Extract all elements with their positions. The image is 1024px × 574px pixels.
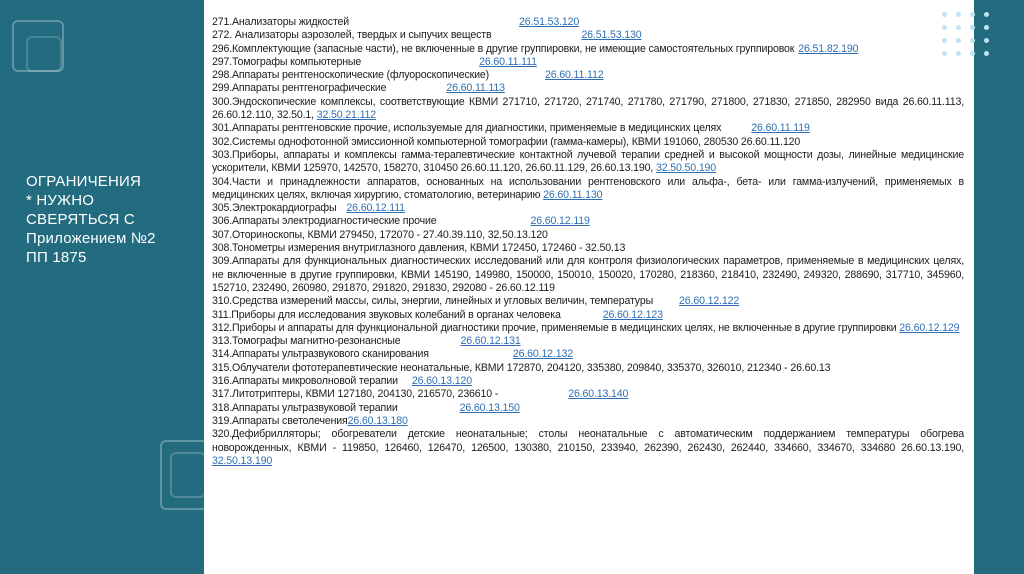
decorative-dot <box>942 25 947 30</box>
okpd-code-link[interactable]: 26.60.12.119 <box>530 215 590 228</box>
item-text: 314.Аппараты ультразвукового сканирования <box>212 348 429 361</box>
item-text: 312.Приборы и аппараты для функциональной диагностики прочие, применяемые в медицинских целях, не включенные в другие группировки <box>212 321 897 334</box>
decorative-dot <box>942 51 947 56</box>
okpd-code-list <box>212 16 964 468</box>
item-text: 320.Дефибрилляторы; обогреватели детские неонатальные; столы неонатальные с автоматическим поддержанием температуры обогрева новорожденных, КВМИ - 119850, 126460, 126470, 126500, 130380, 210150, 233940, 262390, 262430, 262440, 334660, 334670, 334680 26.60.13.190, <box>212 428 964 454</box>
item-text: 305.Электрокардиографы <box>212 202 337 215</box>
item-text: 297.Томографы компьютерные <box>212 55 362 68</box>
item-text: 315.Облучатели фототерапевтические неонатальные, КВМИ 172870, 204120, 335380, 209840, 335370, 326010, 212340 - 26.60.13 <box>212 361 831 374</box>
item-text: 310.Средства измерений массы, силы, энергии, линейных и угловых величин, температуры <box>212 295 654 308</box>
okpd-code-link[interactable]: 26.60.12.123 <box>602 308 663 321</box>
okpd-code-link[interactable]: 26.60.13.140 <box>568 388 629 401</box>
list-item <box>212 82 964 95</box>
list-item <box>212 428 964 468</box>
item-text: 308.Тонометры измерения внутриглазного давления, КВМИ 172450, 172460 - 32.50.13 <box>212 242 626 255</box>
okpd-code-link[interactable]: 32.50.50.190 <box>655 162 717 175</box>
decorative-dot <box>970 38 975 43</box>
decorative-dot <box>956 25 961 30</box>
list-item <box>212 322 964 335</box>
okpd-code-link[interactable]: 26.60.13.120 <box>411 375 472 388</box>
okpd-code-link[interactable]: 26.60.13.180 <box>347 414 408 427</box>
item-text: 306.Аппараты электродиагностические прочие <box>212 215 437 228</box>
list-item <box>212 43 964 56</box>
okpd-code-link[interactable]: 26.60.13.150 <box>459 401 520 414</box>
okpd-code-link[interactable]: 26.60.11.112 <box>544 69 604 82</box>
okpd-code-link[interactable]: 26.60.12.129 <box>899 321 960 334</box>
okpd-code-link[interactable]: 26.60.12.111 <box>346 202 405 215</box>
item-text: 302.Системы однофотонной эмиссионной компьютерной томографии (гамма-камеры), КВМИ 191060, 280530 26.60.11.120 <box>212 135 801 148</box>
list-item <box>212 415 964 428</box>
decorative-square <box>170 452 206 498</box>
okpd-code-link[interactable]: 26.60.11.130 <box>543 188 603 201</box>
list-item <box>212 69 964 82</box>
list-item <box>212 56 964 69</box>
item-text: 304.Части и принадлежности аппаратов, основанных на использовании рентгеновского или альфа-, бета- или гамма-излучений, применяемых в медицинских целях, включая хирургию, стоматологию, ветеринарию <box>212 175 964 201</box>
sidebar-title-line: * НУЖНО <box>26 192 95 209</box>
item-text: 301.Аппараты рентгеновские прочие, используемые для диагностики, применяемые в медицинских целях <box>212 122 722 135</box>
okpd-code-link[interactable]: 26.60.12.122 <box>679 295 740 308</box>
decorative-dot <box>942 38 947 43</box>
list-item <box>212 309 964 322</box>
list-item <box>212 295 964 308</box>
decorative-dot <box>942 12 947 17</box>
content-panel <box>204 0 974 574</box>
item-text: 299.Аппараты рентгенографические <box>212 82 387 95</box>
item-text: 271.Анализаторы жидкостей <box>212 16 350 28</box>
decorative-square <box>26 36 62 72</box>
item-text: 272. Анализаторы аэрозолей, твердых и сыпучих веществ <box>212 29 492 42</box>
list-item <box>212 388 964 401</box>
sidebar-title-line: Приложением №2 <box>26 230 156 247</box>
decorative-dot-grid <box>942 12 990 56</box>
list-item <box>212 375 964 388</box>
item-text: 311.Приборы для исследования звуковых колебаний в органах человека <box>212 308 561 321</box>
decorative-dot <box>984 38 989 43</box>
list-item <box>212 335 964 348</box>
okpd-code-link[interactable]: 32.50.21.112 <box>316 109 377 122</box>
list-item <box>212 176 964 203</box>
list-item <box>212 202 964 215</box>
item-text: 296.Комплектующие (запасные части), не включенные в другие группировки, не имеющие самостоятельных группировок <box>212 42 795 55</box>
list-item <box>212 348 964 361</box>
decorative-dot <box>984 12 989 17</box>
decorative-dot <box>956 12 961 17</box>
sidebar-title-line: ОГРАНИЧЕНИЯ <box>26 173 142 190</box>
okpd-code-link[interactable]: 26.60.12.131 <box>460 335 521 348</box>
okpd-code-link[interactable]: 26.60.11.111 <box>479 55 537 68</box>
okpd-code-link[interactable]: 26.60.12.132 <box>512 348 573 361</box>
list-item <box>212 229 964 242</box>
okpd-code-link[interactable]: 26.60.11.119 <box>751 122 810 135</box>
item-text: 303.Приборы, аппараты и комплексы гамма-терапевтические контактной лучевой терапии средней и высокой мощности дозы, линейные медицинские ускорители, КВМИ 125970, 142570, 158270, 310450 26.60.11.120, 26.60.11.129, 26.60.13.190, <box>212 148 964 175</box>
list-item <box>212 96 964 123</box>
list-item <box>212 255 964 295</box>
list-item <box>212 149 964 176</box>
item-text: 309.Аппараты для функциональных диагностических исследований или для контроля физиологических параметров, применяемые в медицинских целях, не включенные в другие группировки, КВМИ 145190, 149980, 150000, 150010, 150020, 170280, 218360, 218410, 232490, 249320, 288690, 317710, 345960, 152710, 232490, 260980, 291870, 291820, 291830, 292080 - 26.60.12.119 <box>212 255 964 294</box>
decorative-dot <box>956 51 961 56</box>
list-item <box>212 122 964 135</box>
item-text: 298.Аппараты рентгеноскопические (флуороскопические) <box>212 69 489 82</box>
list-item <box>212 215 964 228</box>
list-item <box>212 402 964 415</box>
okpd-code-link[interactable]: 32.50.13.190 <box>212 454 273 467</box>
decorative-dot <box>984 51 989 56</box>
item-text: 313.Томографы магнитно-резонансные <box>212 335 401 348</box>
list-item <box>212 16 964 29</box>
list-item <box>212 29 964 42</box>
item-text: 318.Аппараты ультразвуковой терапии <box>212 401 398 414</box>
okpd-code-link[interactable]: 26.51.82.190 <box>798 42 859 55</box>
item-text: 319.Аппараты светолечения <box>212 414 348 427</box>
decorative-dot <box>970 12 975 17</box>
decorative-dot <box>984 25 989 30</box>
item-text: 316.Аппараты микроволновой терапии <box>212 375 398 388</box>
sidebar-title-line: ПП 1875 <box>26 249 87 266</box>
list-item <box>212 136 964 149</box>
okpd-code-link[interactable]: 26.60.11.113 <box>446 82 505 95</box>
list-item <box>212 242 964 255</box>
sidebar-title <box>26 172 186 267</box>
item-text: 317.Литотриптеры, КВМИ 127180, 204130, 216570, 236610 - <box>212 388 499 401</box>
item-text: 300.Эндоскопические комплексы, соответствующие КВМИ 271710, 271720, 271740, 271780, 271790, 271800, 271830, 271850, 282950 вида 26.60.11.113, 26.60.12.110, 32.50.1, <box>212 95 964 122</box>
list-item <box>212 362 964 375</box>
sidebar-title-line: СВЕРЯТЬСЯ С <box>26 211 135 228</box>
okpd-code-link[interactable]: 26.51.53.120 <box>519 16 580 28</box>
decorative-dot <box>970 51 975 56</box>
okpd-code-link[interactable]: 26.51.53.130 <box>581 29 642 42</box>
item-text: 307.Оториноскопы, КВМИ 279450, 172070 - 27.40.39.110, 32.50.13.120 <box>212 228 548 241</box>
decorative-dot <box>970 25 975 30</box>
decorative-dot <box>956 38 961 43</box>
